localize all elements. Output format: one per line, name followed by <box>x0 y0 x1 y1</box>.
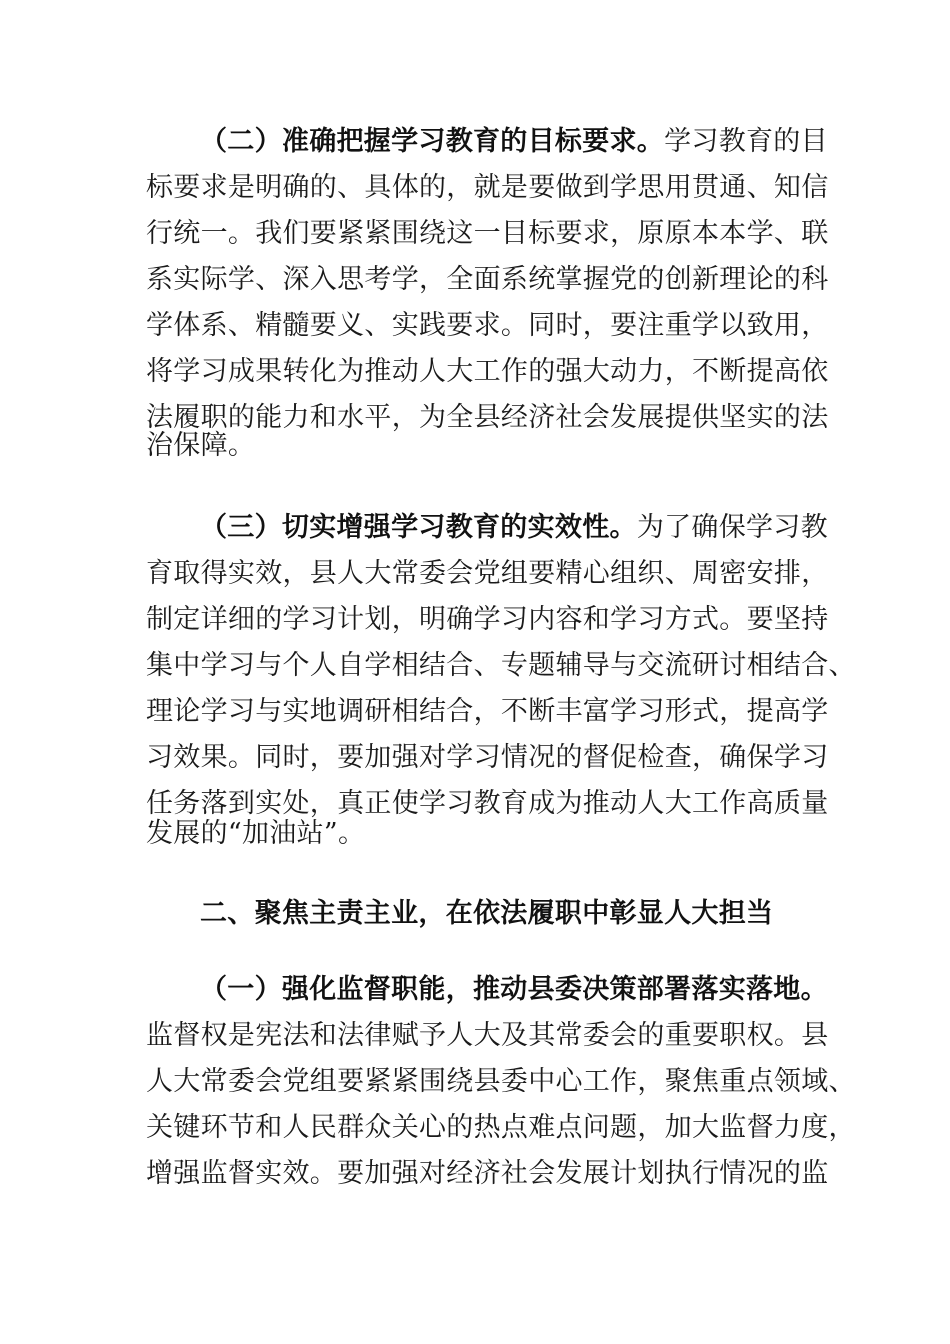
paragraph-line: 理论学习与实地调研相结合，不断丰富学习形式，提高学 <box>146 696 829 727</box>
paragraph-line: 行统一。我们要紧紧围绕这一目标要求，原原本本学、联 <box>146 218 829 249</box>
paragraph-line: 育取得实效，县人大常委会党组要精心组织、周密安排， <box>146 558 829 589</box>
paragraph-line: 增强监督实效。要加强对经济社会发展计划执行情况的监 <box>146 1158 829 1189</box>
paragraph-line: 学体系、精髓要义、实践要求。同时，要注重学以致用， <box>146 310 829 341</box>
paragraph-line: 制定详细的学习计划，明确学习内容和学习方式。要坚持 <box>146 604 829 635</box>
section-heading: （三）切实增强学习教育的实效性。 <box>200 512 637 543</box>
section-heading: （二）准确把握学习教育的目标要求。 <box>200 126 665 157</box>
paragraph-line: 发展的“加油站”。 <box>146 818 366 849</box>
paragraph-text: 为了确保学习教 <box>636 512 828 543</box>
paragraph-line <box>200 124 828 160</box>
paragraph-line <box>200 510 828 546</box>
paragraph-line: 集中学习与个人自学相结合、专题辅导与交流研讨相结合、 <box>146 650 856 681</box>
paragraph-line: 法履职的能力和水平，为全县经济社会发展提供坚实的法 <box>146 402 829 433</box>
paragraph-line: 监督权是宪法和法律赋予人大及其常委会的重要职权。县 <box>146 1020 829 1051</box>
paragraph-line: 关键环节和人民群众关心的热点难点问题，加大监督力度， <box>146 1112 856 1143</box>
paragraph-line: 将学习成果转化为推动人大工作的强大动力，不断提高依 <box>146 356 829 387</box>
paragraph-line: 任务落到实处，真正使学习教育成为推动人大工作高质量 <box>146 788 829 819</box>
paragraph-line: 系实际学、深入思考学，全面系统掌握党的创新理论的科 <box>146 264 829 295</box>
paragraph-text: 学习教育的目 <box>664 126 828 157</box>
paragraph-line: 习效果。同时，要加强对学习情况的督促检查，确保学习 <box>146 742 829 773</box>
paragraph-line: 标要求是明确的、具体的，就是要做到学思用贯通、知信 <box>146 172 829 203</box>
paragraph-line: 人大常委会党组要紧紧围绕县委中心工作，聚焦重点领域、 <box>146 1066 856 1097</box>
paragraph-line: 治保障。 <box>146 430 256 461</box>
part-title: 二、聚焦主责主业，在依法履职中彰显人大担当 <box>200 898 774 929</box>
section-heading: （一）强化监督职能，推动县委决策部署落实落地。 <box>200 974 828 1005</box>
